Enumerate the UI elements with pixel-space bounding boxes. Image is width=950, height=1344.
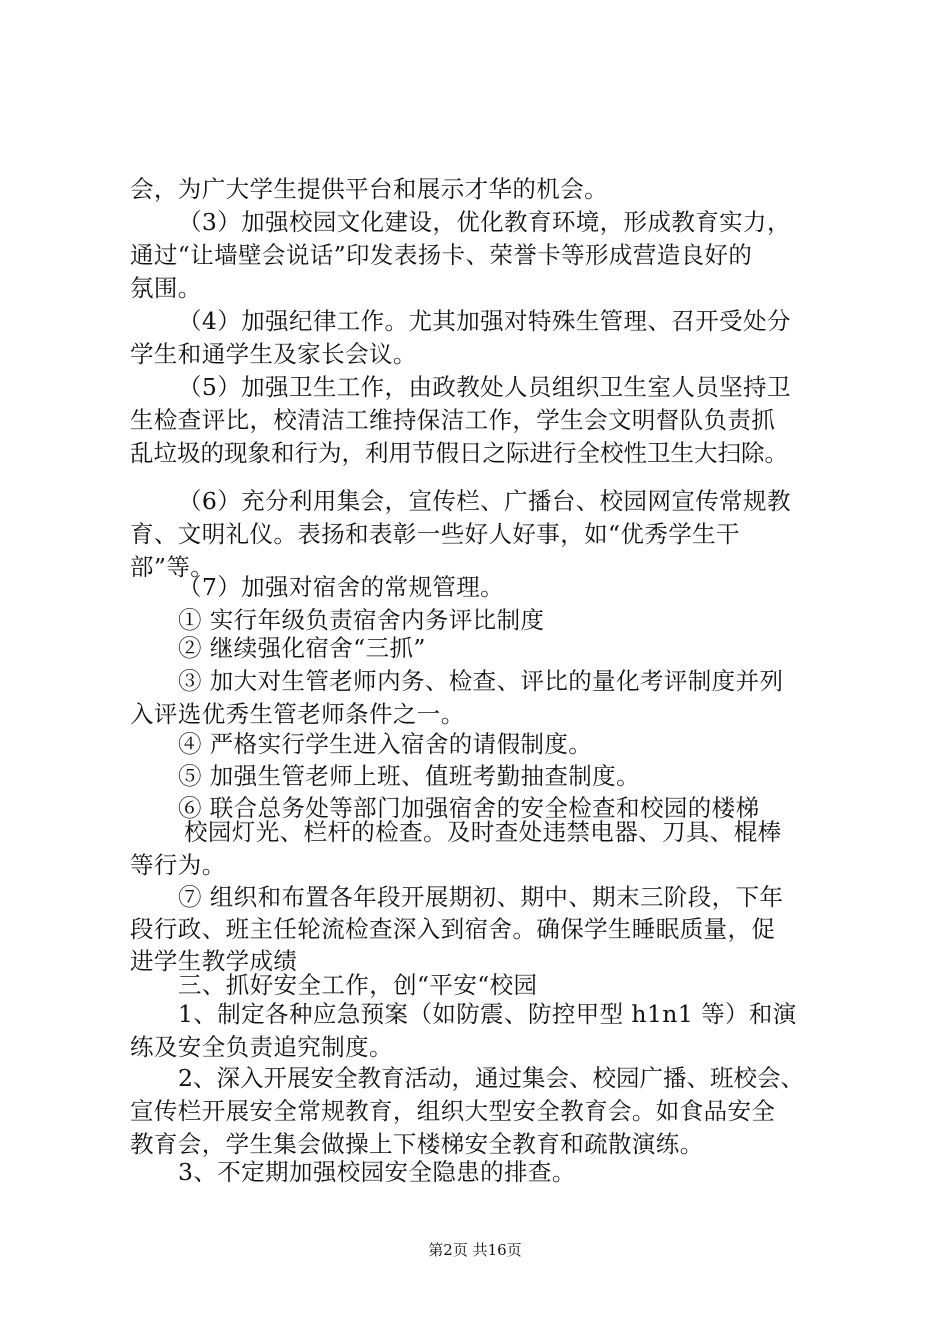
text-line: 宣传栏开展安全常规教育，组织大型安全教育会。如食品安全 bbox=[130, 1097, 776, 1125]
text-line: 等行为。 bbox=[130, 851, 226, 879]
text-line: 练及安全负责追究制度。 bbox=[130, 1033, 393, 1061]
text-line: （5）加强卫生工作，由政教处人员组织卫生室人员坚持卫 bbox=[178, 373, 791, 401]
text-line: 入评选优秀生管老师条件之一。 bbox=[130, 700, 465, 728]
page-number-footer: 第2页 共16页 bbox=[428, 1241, 522, 1259]
text-line: 校园灯光、栏杆的检查。及时查处违禁电器、刀具、棍棒 bbox=[184, 818, 782, 846]
text-line: 2、深入开展安全教育活动，通过集会、校园广播、班校会、 bbox=[178, 1064, 804, 1092]
text-line: ⑤ 加强生管老师上班、值班考勤抽查制度。 bbox=[178, 762, 640, 790]
text-line: 3、不定期加强校园安全隐患的排查。 bbox=[178, 1158, 576, 1186]
text-line: ⑦ 组织和布置各年段开展期初、期中、期末三阶段，下年 bbox=[178, 883, 784, 911]
text-line: ④ 严格实行学生进入宿舍的请假制度。 bbox=[178, 730, 593, 758]
text-line: 氛围。 bbox=[130, 274, 202, 302]
text-line: 部”等。 bbox=[130, 553, 215, 581]
text-line: 会，为广大学生提供平台和展示才华的机会。 bbox=[130, 175, 608, 203]
text-line: 育、文明礼仪。表扬和表彰一些好人好事，如“优秀学生干 bbox=[130, 520, 740, 548]
text-line: 三、抓好安全工作，创“平安“校园 bbox=[178, 971, 538, 999]
text-line: （3）加强校园文化建设，优化教育环境，形成教育实力， bbox=[178, 208, 791, 236]
text-line: 乱垃圾的现象和行为，利用节假日之际进行全校性卫生大扫除。 bbox=[130, 439, 788, 467]
text-line: 学生和通学生及家长会议。 bbox=[130, 340, 417, 368]
text-line: ① 实行年级负责宿舍内务评比制度 bbox=[178, 606, 545, 634]
text-line: 段行政、班主任轮流检查深入到宿舍。确保学生睡眠质量，促 bbox=[130, 915, 776, 943]
text-line: 教育会，学生集会做操上下楼梯安全教育和疏散演练。 bbox=[130, 1130, 704, 1158]
text-line: ② 继续强化宿舍“三抓” bbox=[178, 634, 426, 662]
text-line: ⑥ 联合总务处等部门加强宿舍的安全检查和校园的楼梯 bbox=[178, 794, 760, 822]
text-line: 生检查评比，校清洁工维持保洁工作，学生会文明督队负责抓 bbox=[130, 406, 776, 434]
text-line: （7）加强对宿舍的常规管理。 bbox=[178, 573, 505, 601]
text-line: （6）充分利用集会，宣传栏、广播台、校园网宣传常规教 bbox=[178, 487, 791, 515]
text-line: 进学生教学成绩 bbox=[130, 947, 298, 975]
text-line: （4）加强纪律工作。尤其加强对特殊生管理、召开受处分 bbox=[178, 307, 791, 335]
text-line: 通过“让墙壁会说话”印发表扬卡、荣誉卡等形成营造良好的 bbox=[130, 241, 753, 269]
text-line: ③ 加大对生管老师内务、检查、评比的量化考评制度并列 bbox=[178, 667, 784, 695]
text-line: 1、制定各种应急预案（如防震、防控甲型 h1n1 等）和演 bbox=[178, 1000, 797, 1028]
